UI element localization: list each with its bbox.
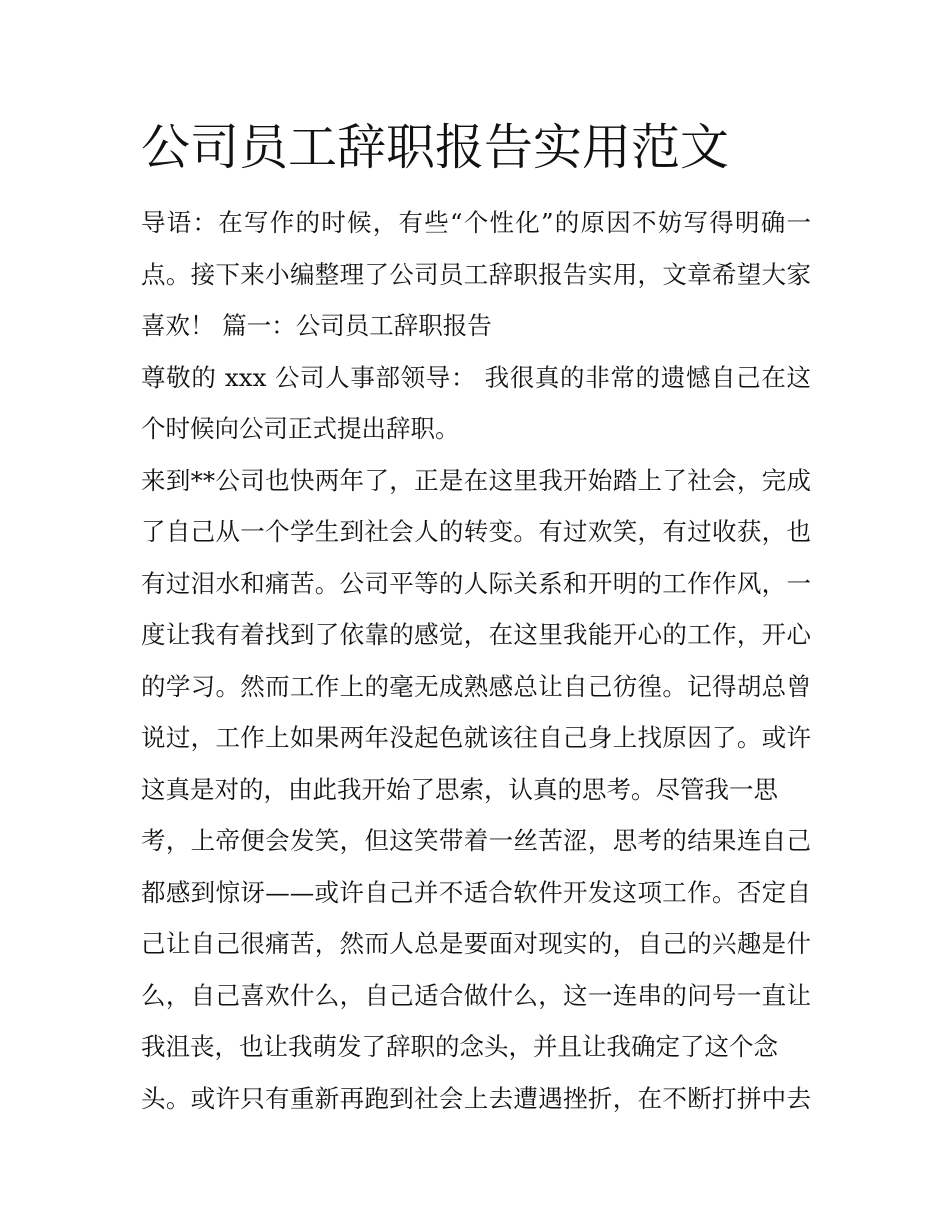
text-line: 导语：在写作的时候，有些“个性化”的原因不妨写得明确一 (141, 208, 811, 237)
text-line: 有过泪水和痛苦。公司平等的人际关系和开明的工作作风，一 (141, 568, 811, 598)
document-body (141, 205, 821, 1132)
text-line: 来到**公司也快两年了，正是在这里我开始踏上了社会，完成 (141, 465, 811, 495)
text-line: 我沮丧，也让我萌发了辞职的念头，并且让我确定了这个念 (141, 1032, 778, 1061)
text-line: 了自己从一个学生到社会人的转变。有过欢笑，有过收获，也 (141, 517, 811, 546)
text-line: 考，上帝便会发笑，但这笑带着一丝苦涩，思考的结果连自己 (141, 826, 811, 855)
text-line: 头。或许只有重新再跑到社会上去遭遇挫折，在不断打拼中去 (141, 1083, 811, 1113)
page-title: 公司员工辞职报告实用范文 (141, 119, 730, 176)
text-line: 喜欢！ 篇一：公司员工辞职报告 (141, 311, 492, 340)
text-line: 个时候向公司正式提出辞职。 (141, 414, 460, 443)
text-line: 么，自己喜欢什么，自己适合做什么，这一连串的问号一直让 (141, 980, 811, 1010)
text-line: 说过，工作上如果两年没起色就该往自己身上找原因了。或许 (141, 723, 811, 752)
text-line: 己让自己很痛苦，然而人总是要面对现实的，自己的兴趣是什 (141, 929, 811, 958)
text-line: 尊敬的 xxx 公司人事部领导： 我很真的非常的遗憾自己在这 (141, 362, 811, 392)
text-line: 都感到惊讶——或许自己并不适合软件开发这项工作。否定自 (141, 877, 811, 907)
text-line: 这真是对的，由此我开始了思索，认真的思考。尽管我一思 (141, 774, 778, 804)
text-line: 度让我有着找到了依靠的感觉，在这里我能开心的工作，开心 (141, 620, 811, 649)
text-line: 点。接下来小编整理了公司员工辞职报告实用，文章希望大家 (141, 259, 811, 289)
text-line: 的学习。然而工作上的毫无成熟感总让自己彷徨。记得胡总曾 (141, 671, 811, 701)
